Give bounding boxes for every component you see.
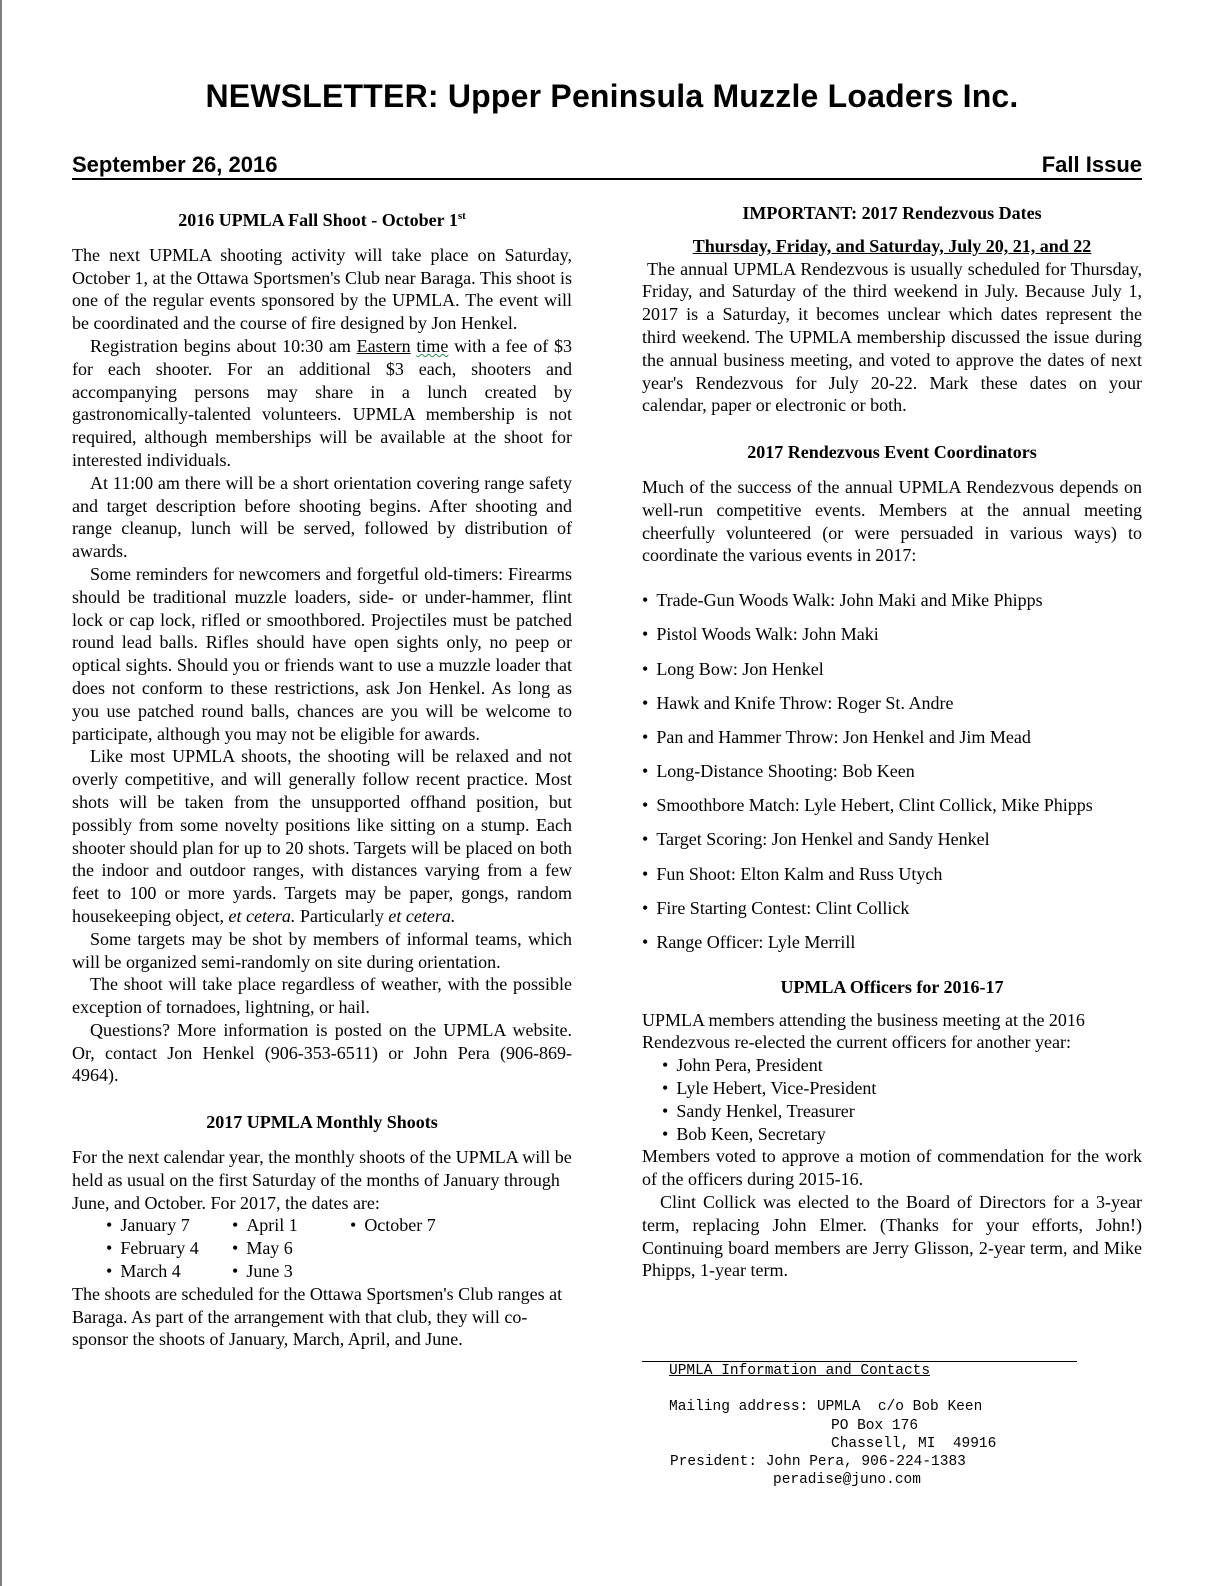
coordinator-item: • Pan and Hammer Throw: Jon Henkel and Jim Mead xyxy=(642,726,1142,749)
dateline xyxy=(72,152,1142,180)
monthly-outro: The shoots are scheduled for the Ottawa Sportsmen's Club ranges at Baraga. As part of the arrangement with that club, they will co-sponsor the shoots of January, March, April, and June. xyxy=(72,1283,563,1350)
officer-item: • Sandy Henkel, Treasurer xyxy=(662,1100,1142,1123)
coordinator-item: • Smoothbore Match: Lyle Hebert, Clint Collick, Mike Phipps xyxy=(642,794,1142,817)
officer-list xyxy=(642,1054,1142,1145)
coordinator-item: • Trade-Gun Woods Walk: John Maki and Mike Phipps xyxy=(642,589,1142,612)
coordinators-intro: Much of the success of the annual UPMLA Rendezvous depends on well-run competitive events. Members at the annual meeting cheerfully volunteered (or were persuaded in various ways) to coordinate the various events in 2017: xyxy=(642,476,1142,566)
officer-item: • Bob Keen, Secretary xyxy=(662,1123,1142,1146)
coordinator-item: • Hawk and Knife Throw: Roger St. Andre xyxy=(642,692,1142,715)
coordinator-item: • Long Bow: Jon Henkel xyxy=(642,658,1142,681)
date-item: • October 7 xyxy=(350,1214,500,1237)
fall-shoot-p4: Some reminders for newcomers and forgetful old-timers: Firearms should be traditional muzzle loaders, side- or under-hammer, flint lock or cap lock, rifled or smoothbored. Projectiles must be patched round lead balls. Rifles should have open sights only, no peep or optical sights. Should you or friends want to use a muzzle loader that does not conform to these restrictions, ask Jon Henkel. As long as you use patched round balls, chances are you will be welcome to participate, although you may not be eligible for awards. xyxy=(72,563,572,744)
date-item: • February 4 xyxy=(106,1237,232,1260)
monthly-dates xyxy=(106,1214,572,1282)
fall-shoot-p5-em1: et cetera. xyxy=(228,905,296,926)
right-column xyxy=(642,202,1142,1282)
rendezvous-dates: Thursday, Friday, and Saturday, July 20, 21, and 22 xyxy=(692,235,1092,256)
fall-shoot-p5 xyxy=(72,745,572,927)
president-contact: John Pera, 906-224-1383 xyxy=(765,1454,966,1471)
mailing-address-label: Mailing address: xyxy=(669,1399,809,1416)
left-column xyxy=(72,205,572,1351)
coordinators-heading: 2017 Rendezvous Event Coordinators xyxy=(747,442,1037,463)
eastern-word: Eastern xyxy=(356,335,411,356)
rendezvous-heading: IMPORTANT: 2017 Rendezvous Dates xyxy=(742,203,1042,223)
fall-shoot-heading xyxy=(72,205,572,232)
fall-shoot-heading-text: 2016 UPMLA Fall Shoot - October 1 xyxy=(178,210,458,230)
officer-item: • Lyle Hebert, Vice-President xyxy=(662,1077,1142,1100)
officers-heading: UPMLA Officers for 2016-17 xyxy=(780,976,1004,997)
fall-shoot-p8: Questions? More information is posted on the UPMLA website. Or, contact Jon Henkel (906-353-6511) or John Pera (906-869-4964). xyxy=(72,1019,572,1086)
fall-shoot-p7: The shoot will take place regardless of weather, with the possible exception of tornadoes, lightning, or hail. xyxy=(72,974,572,1018)
contacts-heading: UPMLA Information and Contacts xyxy=(669,1363,931,1379)
mailing-address-line3: Chassell, MI 49916 xyxy=(831,1435,997,1452)
fall-shoot-p1: The next UPMLA shooting activity will take place on Saturday, October 1, at the Ottawa Sportsmen's Club near Baraga. This shoot is one of the regular events sponsored by the UPMLA. The event will be coordinated and the course of fire designed by Jon Henkel. xyxy=(72,244,572,334)
date-item: • June 3 xyxy=(232,1260,350,1283)
issue-date: September 26, 2016 xyxy=(72,152,278,177)
mailing-address-row xyxy=(642,1398,1077,1416)
page-edge xyxy=(0,0,2,1586)
coordinator-item: • Fire Starting Contest: Clint Collick xyxy=(642,897,1142,920)
fall-shoot-p5-b: Particularly xyxy=(295,905,389,926)
date-item: • April 1 xyxy=(232,1214,350,1237)
coordinator-item: • Long-Distance Shooting: Bob Keen xyxy=(642,760,1142,783)
fall-shoot-p6: Some targets may be shot by members of informal teams, which will be organized semi-randomly on site during orientation. xyxy=(72,928,572,972)
date-item: • March 4 xyxy=(106,1260,232,1283)
president-row xyxy=(642,1453,1077,1471)
date-item: • January 7 xyxy=(106,1214,232,1237)
fall-shoot-p5-a: Like most UPMLA shoots, the shooting will be relaxed and not overly competitive, and will generally follow recent practice. Most shots will be taken from the unsupported offhand position, but possibly from some novelty positions like sitting on a stump. Each shooter should plan for up to 20 shots. Targets will be placed on both the indoor and outdoor ranges, with distances varying from a few feet to 100 or more yards. Targets may be paper, gongs, random housekeeping object, xyxy=(72,746,572,926)
president-label: President: xyxy=(670,1454,758,1471)
newsletter-title: NEWSLETTER: Upper Peninsula Muzzle Loaders Inc. xyxy=(205,78,1019,114)
officer-item: • John Pera, President xyxy=(662,1054,1142,1077)
fall-shoot-p2-a: Registration begins about 10:30 am xyxy=(90,335,357,356)
coordinator-item: • Target Scoring: Jon Henkel and Sandy Henkel xyxy=(642,828,1142,851)
coordinator-item: • Pistol Woods Walk: John Maki xyxy=(642,623,1142,646)
mailing-address-line2: PO Box 176 xyxy=(831,1417,919,1434)
officers-p2: Clint Collick was elected to the Board of Directors for a 3-year term, replacing John Elmer. (Thanks for your efforts, John!) Continuing board members are Jerry Glisson, 2-year term, and Mike Phipps, 1-year term. xyxy=(642,1192,1142,1281)
monthly-heading: 2017 UPMLA Monthly Shoots xyxy=(206,1112,438,1133)
fall-shoot-p5-em2: et cetera. xyxy=(388,905,456,926)
date-item: • May 6 xyxy=(232,1237,350,1260)
mailing-address-line1: UPMLA c/o Bob Keen xyxy=(816,1399,983,1416)
fall-shoot-heading-sup: st xyxy=(457,210,466,222)
contacts-block xyxy=(642,1361,1077,1490)
coordinator-list xyxy=(642,589,1142,954)
monthly-intro: For the next calendar year, the monthly shoots of the UPMLA will be held as usual on the first Saturday of the months of January through June, and October. For 2017, the dates are: xyxy=(72,1147,572,1213)
fall-shoot-p2-b: with a fee of $3 for each shooter. For an additional $3 each, shooters and accompanying persons may share in a lunch created by gastronomically-talented volunteers. UPMLA membership is not required, although memberships will be available at the shoot for interested individuals. xyxy=(72,335,572,470)
fall-shoot-p2 xyxy=(72,335,572,472)
issue-name: Fall Issue xyxy=(1041,152,1142,177)
officers-intro: UPMLA members attending the business meeting at the 2016 Rendezvous re-elected the current officers for another year: xyxy=(642,1009,1085,1053)
officers-p1: Members voted to approve a motion of commendation for the work of the officers during 2015-16. xyxy=(642,1146,1142,1190)
rendezvous-body: The annual UPMLA Rendezvous is usually scheduled for Thursday, Friday, and Saturday of the third weekend in July. Because July 1, 2017 is a Saturday, it becomes unclear which dates represent the third weekend. The UPMLA membership discussed the issue during the annual business meeting, and voted to approve the dates of next year's Rendezvous for July 20-22. Mark these dates on your calendar, paper or electronic or both. xyxy=(642,258,1142,416)
president-email: peradise@juno.com xyxy=(773,1472,921,1489)
coordinator-item: • Range Officer: Lyle Merrill xyxy=(642,931,1142,954)
time-word: time xyxy=(416,335,449,356)
coordinator-item: • Fun Shoot: Elton Kalm and Russ Utych xyxy=(642,863,1142,886)
fall-shoot-p3: At 11:00 am there will be a short orientation covering range safety and target description before shooting begins. After shooting and range cleanup, lunch will be served, followed by distribution of awards. xyxy=(72,472,572,562)
